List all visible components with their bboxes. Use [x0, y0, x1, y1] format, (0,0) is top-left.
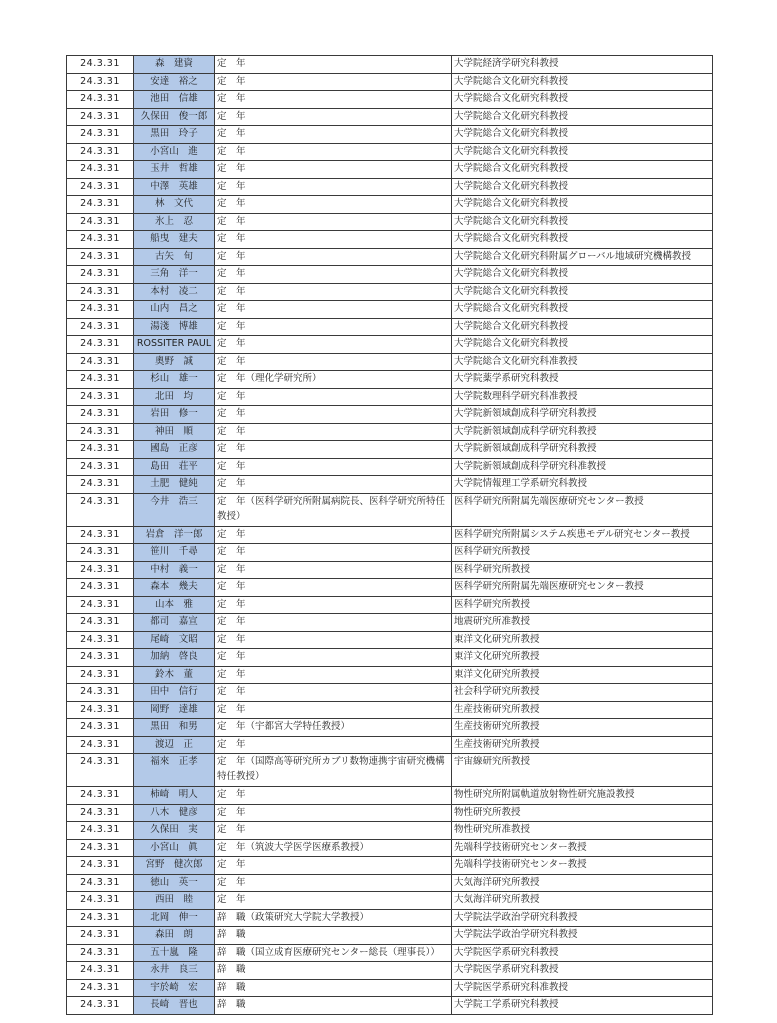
table-row: [67, 266, 713, 284]
reason-cell: 定 年: [215, 283, 452, 301]
position-cell: 大学院総合文化研究科教授: [452, 283, 713, 301]
name-cell: 國島 正彦: [134, 441, 215, 459]
name-cell: 杉山 雄一: [134, 371, 215, 389]
table-row: [67, 754, 713, 787]
reason-cell: 辞 職（国立成育医療研究センター総長（理事長））: [215, 944, 452, 962]
date-cell: 24.3.31: [67, 126, 134, 144]
table-row: [67, 371, 713, 389]
name-cell: 林 文代: [134, 196, 215, 214]
date-cell: 24.3.31: [67, 266, 134, 284]
date-cell: 24.3.31: [67, 213, 134, 231]
name-cell: 中澤 英雄: [134, 178, 215, 196]
date-cell: 24.3.31: [67, 318, 134, 336]
reason-cell: 定 年: [215, 476, 452, 494]
table-row: [67, 666, 713, 684]
reason-cell: 定 年: [215, 336, 452, 354]
date-cell: 24.3.31: [67, 56, 134, 74]
table-row: [67, 231, 713, 249]
table-row: [67, 248, 713, 266]
name-cell: 久保田 実: [134, 822, 215, 840]
table-row: [67, 736, 713, 754]
position-cell: 医科学研究所教授: [452, 561, 713, 579]
table-row: [67, 441, 713, 459]
table-row: [67, 631, 713, 649]
table-row: [67, 892, 713, 910]
reason-cell: 定 年: [215, 161, 452, 179]
date-cell: 24.3.31: [67, 493, 134, 526]
position-cell: 大学院医学系研究科教授: [452, 944, 713, 962]
reason-cell: 定 年: [215, 213, 452, 231]
position-cell: 医科学研究所附属先端医療研究センター教授: [452, 579, 713, 597]
date-cell: 24.3.31: [67, 91, 134, 109]
table-row: [67, 91, 713, 109]
position-cell: 大学院法学政治学研究科教授: [452, 909, 713, 927]
name-cell: 池田 信雄: [134, 91, 215, 109]
position-cell: 大学院総合文化研究科教授: [452, 108, 713, 126]
table-row: [67, 701, 713, 719]
name-cell: ROSSITER PAUL: [134, 336, 215, 354]
table-row: [67, 944, 713, 962]
reason-cell: 定 年: [215, 892, 452, 910]
date-cell: 24.3.31: [67, 892, 134, 910]
reason-cell: 定 年: [215, 596, 452, 614]
date-cell: 24.3.31: [67, 719, 134, 737]
date-cell: 24.3.31: [67, 301, 134, 319]
date-cell: 24.3.31: [67, 701, 134, 719]
name-cell: 田中 信行: [134, 684, 215, 702]
table-row: [67, 336, 713, 354]
reason-cell: 定 年: [215, 91, 452, 109]
reason-cell: 定 年: [215, 266, 452, 284]
position-cell: 大学院総合文化研究科准教授: [452, 353, 713, 371]
date-cell: 24.3.31: [67, 754, 134, 787]
name-cell: 尾崎 文昭: [134, 631, 215, 649]
table-row: [67, 178, 713, 196]
name-cell: 森田 朗: [134, 927, 215, 945]
table-row: [67, 196, 713, 214]
date-cell: 24.3.31: [67, 406, 134, 424]
reason-cell: 定 年: [215, 143, 452, 161]
name-cell: 中村 義一: [134, 561, 215, 579]
position-cell: 大気海洋研究所教授: [452, 874, 713, 892]
position-cell: 大学院経済学研究科教授: [452, 56, 713, 74]
table-row: [67, 719, 713, 737]
name-cell: 本村 凌二: [134, 283, 215, 301]
position-cell: 大学院新領域創成科学研究科教授: [452, 423, 713, 441]
personnel-table-body: [67, 56, 713, 1015]
date-cell: 24.3.31: [67, 561, 134, 579]
name-cell: 西田 睦: [134, 892, 215, 910]
date-cell: 24.3.31: [67, 108, 134, 126]
position-cell: 医科学研究所教授: [452, 544, 713, 562]
table-row: [67, 839, 713, 857]
date-cell: 24.3.31: [67, 927, 134, 945]
date-cell: 24.3.31: [67, 544, 134, 562]
position-cell: 大学院総合文化研究科教授: [452, 231, 713, 249]
name-cell: 山本 雅: [134, 596, 215, 614]
name-cell: 黒田 玲子: [134, 126, 215, 144]
position-cell: 生産技術研究所教授: [452, 736, 713, 754]
date-cell: 24.3.31: [67, 161, 134, 179]
reason-cell: 定 年: [215, 406, 452, 424]
name-cell: 小宮山 眞: [134, 839, 215, 857]
name-cell: 北岡 伸一: [134, 909, 215, 927]
name-cell: 小宮山 進: [134, 143, 215, 161]
table-row: [67, 804, 713, 822]
reason-cell: 定 年: [215, 126, 452, 144]
table-row: [67, 318, 713, 336]
name-cell: 宮野 健次郎: [134, 857, 215, 875]
position-cell: 地震研究所准教授: [452, 614, 713, 632]
table-row: [67, 476, 713, 494]
reason-cell: 定 年: [215, 701, 452, 719]
position-cell: 大学院法学政治学研究科教授: [452, 927, 713, 945]
position-cell: 大学院数理科学研究科准教授: [452, 388, 713, 406]
table-row: [67, 997, 713, 1015]
position-cell: 医科学研究所附属先端医療研究センター教授: [452, 493, 713, 526]
position-cell: 大学院医学系研究科教授: [452, 962, 713, 980]
date-cell: 24.3.31: [67, 196, 134, 214]
reason-cell: 定 年: [215, 196, 452, 214]
name-cell: 森 建資: [134, 56, 215, 74]
position-cell: 東洋文化研究所教授: [452, 666, 713, 684]
table-row: [67, 561, 713, 579]
reason-cell: 辞 職: [215, 997, 452, 1015]
position-cell: 大学院新領域創成科学研究科准教授: [452, 458, 713, 476]
position-cell: 大学院情報理工学系研究科教授: [452, 476, 713, 494]
name-cell: 奧野 誠: [134, 353, 215, 371]
table-row: [67, 649, 713, 667]
name-cell: 永井 良三: [134, 962, 215, 980]
table-row: [67, 579, 713, 597]
name-cell: 八木 健彦: [134, 804, 215, 822]
reason-cell: 定 年: [215, 736, 452, 754]
date-cell: 24.3.31: [67, 283, 134, 301]
reason-cell: 定 年: [215, 73, 452, 91]
reason-cell: 定 年: [215, 178, 452, 196]
name-cell: 黒田 和男: [134, 719, 215, 737]
date-cell: 24.3.31: [67, 874, 134, 892]
name-cell: 笹川 千尋: [134, 544, 215, 562]
date-cell: 24.3.31: [67, 579, 134, 597]
reason-cell: 定 年: [215, 231, 452, 249]
table-row: [67, 213, 713, 231]
position-cell: 大学院医学系研究科准教授: [452, 979, 713, 997]
date-cell: 24.3.31: [67, 423, 134, 441]
table-row: [67, 283, 713, 301]
date-cell: 24.3.31: [67, 684, 134, 702]
reason-cell: 定 年（国際高等研究所カブリ数物連携宇宙研究機構特任教授）: [215, 754, 452, 787]
position-cell: 社会科学研究所教授: [452, 684, 713, 702]
reason-cell: 定 年: [215, 857, 452, 875]
date-cell: 24.3.31: [67, 944, 134, 962]
reason-cell: 定 年: [215, 248, 452, 266]
table-row: [67, 161, 713, 179]
date-cell: 24.3.31: [67, 822, 134, 840]
table-row: [67, 126, 713, 144]
reason-cell: 定 年: [215, 684, 452, 702]
table-row: [67, 73, 713, 91]
position-cell: 物性研究所教授: [452, 804, 713, 822]
reason-cell: 定 年: [215, 579, 452, 597]
position-cell: 大学院総合文化研究科教授: [452, 266, 713, 284]
position-cell: 大学院新領域創成科学研究科教授: [452, 406, 713, 424]
position-cell: 先端科学技術研究センター教授: [452, 839, 713, 857]
position-cell: 大学院新領域創成科学研究科教授: [452, 441, 713, 459]
name-cell: 加納 啓良: [134, 649, 215, 667]
date-cell: 24.3.31: [67, 804, 134, 822]
name-cell: 湯淺 博雄: [134, 318, 215, 336]
name-cell: 玉井 哲雄: [134, 161, 215, 179]
position-cell: 物性研究所附属軌道放射物性研究施設教授: [452, 787, 713, 805]
reason-cell: 定 年: [215, 666, 452, 684]
reason-cell: 定 年（理化学研究所）: [215, 371, 452, 389]
position-cell: 医科学研究所附属システム疾患モデル研究センター教授: [452, 526, 713, 544]
table-row: [67, 353, 713, 371]
position-cell: 大学院総合文化研究科教授: [452, 143, 713, 161]
table-row: [67, 909, 713, 927]
name-cell: 氷上 忍: [134, 213, 215, 231]
table-row: [67, 822, 713, 840]
date-cell: 24.3.31: [67, 178, 134, 196]
table-row: [67, 56, 713, 74]
name-cell: 久保田 俊一郎: [134, 108, 215, 126]
date-cell: 24.3.31: [67, 962, 134, 980]
date-cell: 24.3.31: [67, 248, 134, 266]
position-cell: 東洋文化研究所教授: [452, 649, 713, 667]
name-cell: 長崎 晋也: [134, 997, 215, 1015]
table-row: [67, 979, 713, 997]
table-row: [67, 787, 713, 805]
table-row: [67, 874, 713, 892]
date-cell: 24.3.31: [67, 839, 134, 857]
date-cell: 24.3.31: [67, 526, 134, 544]
reason-cell: 辞 職: [215, 927, 452, 945]
reason-cell: 定 年: [215, 526, 452, 544]
date-cell: 24.3.31: [67, 857, 134, 875]
name-cell: 岩倉 洋一郎: [134, 526, 215, 544]
reason-cell: 辞 職: [215, 979, 452, 997]
name-cell: 五十嵐 隆: [134, 944, 215, 962]
reason-cell: 定 年: [215, 631, 452, 649]
date-cell: 24.3.31: [67, 631, 134, 649]
name-cell: 安達 裕之: [134, 73, 215, 91]
table-row: [67, 143, 713, 161]
date-cell: 24.3.31: [67, 73, 134, 91]
name-cell: 岩田 修一: [134, 406, 215, 424]
position-cell: 大学院総合文化研究科教授: [452, 213, 713, 231]
name-cell: 森本 幾夫: [134, 579, 215, 597]
reason-cell: 定 年: [215, 301, 452, 319]
date-cell: 24.3.31: [67, 666, 134, 684]
date-cell: 24.3.31: [67, 649, 134, 667]
reason-cell: 定 年: [215, 561, 452, 579]
name-cell: 鈴木 董: [134, 666, 215, 684]
date-cell: 24.3.31: [67, 979, 134, 997]
position-cell: 大学院総合文化研究科教授: [452, 301, 713, 319]
reason-cell: 定 年: [215, 649, 452, 667]
table-row: [67, 544, 713, 562]
reason-cell: 定 年: [215, 804, 452, 822]
reason-cell: 定 年: [215, 787, 452, 805]
table-row: [67, 423, 713, 441]
date-cell: 24.3.31: [67, 787, 134, 805]
reason-cell: 定 年: [215, 544, 452, 562]
date-cell: 24.3.31: [67, 458, 134, 476]
position-cell: 大学院総合文化研究科教授: [452, 178, 713, 196]
position-cell: 大学院総合文化研究科教授: [452, 196, 713, 214]
reason-cell: 定 年: [215, 458, 452, 476]
reason-cell: 辞 職（政策研究大学院大学教授）: [215, 909, 452, 927]
reason-cell: 定 年: [215, 874, 452, 892]
date-cell: 24.3.31: [67, 596, 134, 614]
reason-cell: 定 年（医科学研究所附属病院長、医科学研究所特任教授）: [215, 493, 452, 526]
table-row: [67, 857, 713, 875]
position-cell: 大気海洋研究所教授: [452, 892, 713, 910]
table-row: [67, 614, 713, 632]
name-cell: 都司 嘉宣: [134, 614, 215, 632]
reason-cell: 定 年: [215, 318, 452, 336]
personnel-table: [66, 55, 713, 1015]
name-cell: 三角 洋一: [134, 266, 215, 284]
date-cell: 24.3.31: [67, 441, 134, 459]
reason-cell: 定 年: [215, 108, 452, 126]
table-row: [67, 406, 713, 424]
date-cell: 24.3.31: [67, 371, 134, 389]
reason-cell: 定 年: [215, 441, 452, 459]
position-cell: 大学院総合文化研究科教授: [452, 336, 713, 354]
table-row: [67, 108, 713, 126]
table-row: [67, 526, 713, 544]
date-cell: 24.3.31: [67, 736, 134, 754]
table-row: [67, 493, 713, 526]
name-cell: 船曳 建夫: [134, 231, 215, 249]
position-cell: 大学院工学系研究科教授: [452, 997, 713, 1015]
name-cell: 今井 浩三: [134, 493, 215, 526]
name-cell: 北田 均: [134, 388, 215, 406]
date-cell: 24.3.31: [67, 353, 134, 371]
reason-cell: 定 年: [215, 353, 452, 371]
date-cell: 24.3.31: [67, 231, 134, 249]
table-row: [67, 684, 713, 702]
position-cell: 物性研究所准教授: [452, 822, 713, 840]
name-cell: 土肥 健純: [134, 476, 215, 494]
reason-cell: 定 年: [215, 614, 452, 632]
date-cell: 24.3.31: [67, 388, 134, 406]
name-cell: 福來 正孝: [134, 754, 215, 787]
position-cell: 宇宙線研究所教授: [452, 754, 713, 787]
date-cell: 24.3.31: [67, 476, 134, 494]
position-cell: 大学院総合文化研究科教授: [452, 73, 713, 91]
date-cell: 24.3.31: [67, 909, 134, 927]
reason-cell: 定 年: [215, 423, 452, 441]
table-row: [67, 927, 713, 945]
position-cell: 生産技術研究所教授: [452, 701, 713, 719]
name-cell: 古矢 旬: [134, 248, 215, 266]
reason-cell: 定 年（筑波大学医学医療系教授）: [215, 839, 452, 857]
date-cell: 24.3.31: [67, 336, 134, 354]
name-cell: 山内 昌之: [134, 301, 215, 319]
position-cell: 大学院総合文化研究科教授: [452, 318, 713, 336]
position-cell: 医科学研究所教授: [452, 596, 713, 614]
name-cell: 徳山 英一: [134, 874, 215, 892]
name-cell: 渡辺 正: [134, 736, 215, 754]
position-cell: 大学院薬学系研究科教授: [452, 371, 713, 389]
reason-cell: 定 年（宇都宮大学特任教授）: [215, 719, 452, 737]
reason-cell: 定 年: [215, 822, 452, 840]
position-cell: 大学院総合文化研究科附属グローバル地域研究機構教授: [452, 248, 713, 266]
name-cell: 柿崎 明人: [134, 787, 215, 805]
table-row: [67, 388, 713, 406]
name-cell: 神田 順: [134, 423, 215, 441]
table-row: [67, 596, 713, 614]
reason-cell: 辞 職: [215, 962, 452, 980]
date-cell: 24.3.31: [67, 614, 134, 632]
reason-cell: 定 年: [215, 56, 452, 74]
table-row: [67, 962, 713, 980]
name-cell: 島田 荘平: [134, 458, 215, 476]
reason-cell: 定 年: [215, 388, 452, 406]
table-row: [67, 301, 713, 319]
date-cell: 24.3.31: [67, 143, 134, 161]
position-cell: 先端科学技術研究センター教授: [452, 857, 713, 875]
name-cell: 宇於崎 宏: [134, 979, 215, 997]
date-cell: 24.3.31: [67, 997, 134, 1015]
position-cell: 大学院総合文化研究科教授: [452, 161, 713, 179]
position-cell: 大学院総合文化研究科教授: [452, 91, 713, 109]
name-cell: 岡野 達雄: [134, 701, 215, 719]
table-row: [67, 458, 713, 476]
position-cell: 大学院総合文化研究科教授: [452, 126, 713, 144]
position-cell: 生産技術研究所教授: [452, 719, 713, 737]
position-cell: 東洋文化研究所教授: [452, 631, 713, 649]
